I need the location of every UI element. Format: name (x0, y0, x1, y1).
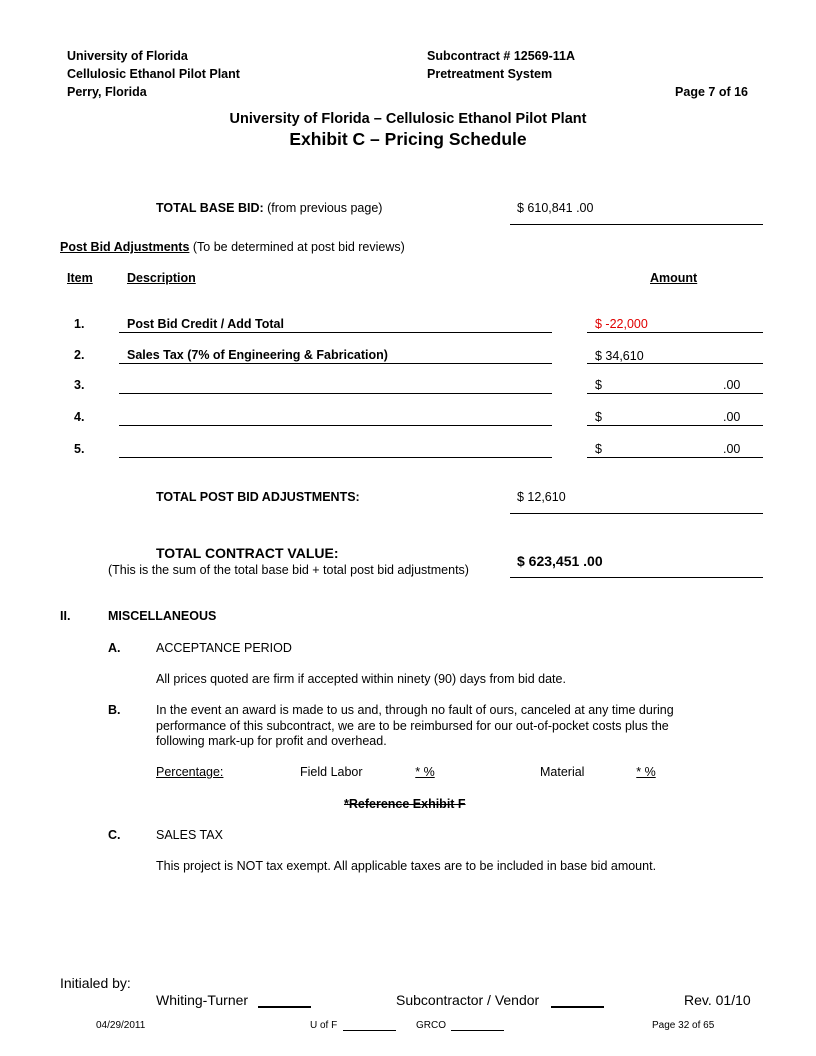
subcontractor-vendor-label: Subcontractor / Vendor (396, 992, 540, 1008)
row-1-description: Post Bid Credit / Add Total (127, 317, 284, 331)
section-number: II. (60, 609, 71, 623)
footer-date: 04/29/2011 (96, 1020, 146, 1031)
item-a-label: A. (108, 641, 121, 655)
header-subcontract: Subcontract # 12569-11A (427, 49, 575, 63)
row-4-amount-line (587, 425, 763, 426)
header-org: University of Florida (67, 49, 188, 63)
row-3-amount-line (587, 393, 763, 394)
contract-value-note: (This is the sum of the total base bid + total post bid adjustments) (108, 563, 469, 577)
item-c-label: C. (108, 828, 121, 842)
field-labor-value: * % (415, 765, 435, 779)
footer-uof-line (343, 1030, 396, 1031)
row-2-amount: $ 34,610 (595, 349, 644, 363)
row-4-description-line (119, 425, 552, 426)
footer-uof-label: U of F (310, 1020, 338, 1031)
row-4-number: 4. (74, 410, 85, 424)
section-heading: MISCELLANEOUS (108, 609, 217, 623)
footer-grco-label: GRCO (416, 1020, 446, 1031)
reference-note: *Reference Exhibit F (344, 797, 466, 811)
acceptance-period-text: All prices quoted are firm if accepted within ninety (90) days from bid date. (156, 672, 566, 686)
total-adjustments-value: $ 12,610 (517, 490, 566, 504)
contract-value-underline (510, 577, 763, 578)
column-description: Description (127, 271, 196, 285)
page-title: University of Florida – Cellulosic Ethanol Pilot Plant (229, 111, 587, 127)
acceptance-period-title: ACCEPTANCE PERIOD (156, 641, 292, 655)
row-2-amount-line (587, 363, 763, 364)
header-location: Perry, Florida (67, 85, 147, 99)
row-1-amount-line (587, 332, 763, 333)
contract-value: $ 623,451 .00 (517, 553, 603, 569)
row-2-description-line (119, 363, 552, 364)
base-bid-underline (510, 224, 763, 225)
row-2-number: 2. (74, 348, 85, 362)
revision-label: Rev. 01/10 (684, 992, 751, 1008)
row-1-amount: $ -22,000 (595, 317, 648, 331)
sales-tax-text: This project is NOT tax exempt. All applicable taxes are to be included in base bid amount. (156, 859, 657, 873)
header-system: Pretreatment System (427, 67, 553, 81)
sales-tax-title: SALES TAX (156, 828, 223, 842)
row-5-cents: .00 (723, 442, 741, 456)
adjustments-heading: Post Bid Adjustments (60, 240, 190, 254)
row-4-amount: $ (595, 410, 602, 424)
percentage-label: Percentage: (156, 765, 224, 779)
subcontractor-initial-line (551, 1006, 604, 1008)
row-3-number: 3. (74, 378, 85, 392)
row-5-description-line (119, 457, 552, 458)
row-4-cents: .00 (723, 410, 741, 424)
item-b-label: B. (108, 703, 121, 717)
row-2-description: Sales Tax (7% of Engineering & Fabrication) (127, 348, 388, 362)
total-adjustments-underline (510, 513, 763, 514)
row-1-description-line (119, 332, 552, 333)
material-label: Material (540, 765, 585, 779)
field-labor-label: Field Labor (300, 765, 363, 779)
base-bid-note: (from previous page) (263, 201, 383, 215)
whiting-turner-label: Whiting-Turner (156, 992, 249, 1008)
base-bid-label-group (156, 201, 382, 215)
page-subtitle: Exhibit C – Pricing Schedule (289, 129, 527, 149)
row-3-amount: $ (595, 378, 602, 392)
base-bid-label: TOTAL BASE BID: (156, 201, 264, 215)
cancellation-text: In the event an award is made to us and, through no fault of ours, canceled at any time during performance of this subcontract, we are to be reimbursed for our out-of-pocket costs plus the following mark-up for profit and overhead. (156, 703, 674, 748)
header-plant: Cellulosic Ethanol Pilot Plant (67, 67, 240, 81)
whiting-turner-initial-line (258, 1006, 311, 1008)
material-value: * % (636, 765, 656, 779)
footer-page-number: Page 32 of 65 (652, 1020, 715, 1031)
row-1-number: 1. (74, 317, 85, 331)
footer-grco-line (451, 1030, 504, 1031)
adjustments-note: (To be determined at post bid reviews) (189, 240, 405, 254)
contract-value-label: TOTAL CONTRACT VALUE: (156, 545, 339, 561)
base-bid-value: $ 610,841 .00 (517, 201, 594, 215)
row-3-description-line (119, 393, 552, 394)
row-5-amount: $ (595, 442, 602, 456)
row-3-cents: .00 (723, 378, 741, 392)
total-adjustments-label: TOTAL POST BID ADJUSTMENTS: (156, 490, 360, 504)
adjustments-heading-group (60, 240, 405, 254)
column-amount: Amount (650, 271, 698, 285)
row-5-number: 5. (74, 442, 85, 456)
column-item: Item (67, 271, 93, 285)
initialed-by-label: Initialed by: (60, 975, 131, 991)
row-5-amount-line (587, 457, 763, 458)
header-page-number: Page 7 of 16 (675, 85, 748, 99)
